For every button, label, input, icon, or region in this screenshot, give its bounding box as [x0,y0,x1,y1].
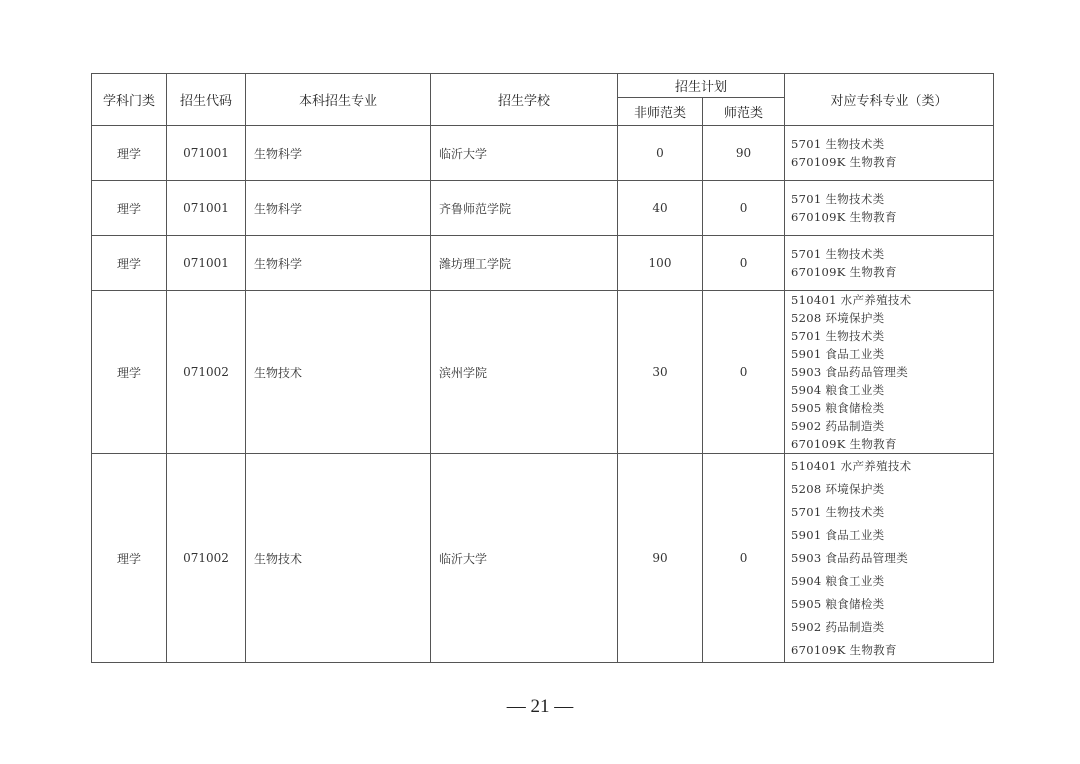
specialty-item: 5701 生物技术类 [791,504,885,519]
specialty-item: 670109K 生物教育 [791,437,897,451]
cell-code: 071002 [167,454,246,663]
specialty-item: 5905 粮食储检类 [791,401,885,415]
cell-school: 临沂大学 [431,454,618,663]
cell-category: 理学 [92,291,167,454]
cell-major: 生物科学 [246,181,431,236]
cell-non-normal: 30 [618,291,703,454]
specialty-item: 5904 粮食工业类 [791,573,885,588]
cell-category: 理学 [92,236,167,291]
cell-normal: 0 [703,236,785,291]
cell-major: 生物技术 [246,454,431,663]
specialty-item: 670109K 生物教育 [791,155,897,169]
specialty-item: 5701 生物技术类 [791,192,885,206]
cell-major: 生物科学 [246,236,431,291]
table-row [92,181,994,236]
cell-non-normal: 90 [618,454,703,663]
specialty-item: 5903 食品药品管理类 [791,550,909,565]
specialty-item: 5902 药品制造类 [791,419,885,433]
specialty-item: 5902 药品制造类 [791,619,885,634]
cell-non-normal: 40 [618,181,703,236]
enrollment-table [91,73,994,663]
table-row [92,454,994,663]
table-row [92,236,994,291]
table-row [92,291,994,454]
specialty-item: 5903 食品药品管理类 [791,365,909,379]
cell-code: 071001 [167,126,246,181]
cell-code: 071002 [167,291,246,454]
header-specialties: 对应专科专业（类） [785,74,994,126]
cell-specialties [785,126,994,181]
header-category: 学科门类 [92,74,167,126]
header-school: 招生学校 [431,74,618,126]
specialty-item: 5901 食品工业类 [791,347,885,361]
page-number: — 21 — [506,696,574,717]
specialty-item: 5905 粮食储检类 [791,596,885,611]
specialty-item: 5701 生物技术类 [791,329,885,343]
cell-school: 齐鲁师范学院 [431,181,618,236]
header-non-normal: 非师范类 [618,98,703,126]
specialty-item: 510401 水产养殖技术 [791,458,912,473]
cell-school: 临沂大学 [431,126,618,181]
cell-code: 071001 [167,236,246,291]
header-row [92,74,994,98]
cell-major: 生物科学 [246,126,431,181]
cell-category: 理学 [92,454,167,663]
specialty-item: 5904 粮食工业类 [791,383,885,397]
cell-normal: 90 [703,126,785,181]
specialty-item: 670109K 生物教育 [791,265,897,279]
specialty-item: 5701 生物技术类 [791,247,885,261]
specialty-item: 510401 水产养殖技术 [791,293,912,307]
cell-specialties [785,236,994,291]
cell-specialties [785,181,994,236]
cell-normal: 0 [703,181,785,236]
cell-school: 滨州学院 [431,291,618,454]
specialty-item: 5901 食品工业类 [791,527,885,542]
header-plan: 招生计划 [618,74,785,98]
cell-specialties [785,291,994,454]
cell-code: 071001 [167,181,246,236]
cell-normal: 0 [703,291,785,454]
specialty-item: 670109K 生物教育 [791,210,897,224]
cell-category: 理学 [92,126,167,181]
header-major: 本科招生专业 [246,74,431,126]
specialty-item: 670109K 生物教育 [791,642,897,657]
cell-school: 潍坊理工学院 [431,236,618,291]
cell-non-normal: 100 [618,236,703,291]
cell-category: 理学 [92,181,167,236]
cell-major: 生物技术 [246,291,431,454]
header-code: 招生代码 [167,74,246,126]
cell-normal: 0 [703,454,785,663]
cell-non-normal: 0 [618,126,703,181]
specialty-item: 5208 环境保护类 [791,481,885,496]
specialty-item: 5208 环境保护类 [791,311,885,325]
table-row [92,126,994,181]
cell-specialties [785,454,994,663]
header-normal: 师范类 [703,98,785,126]
specialty-item: 5701 生物技术类 [791,137,885,151]
